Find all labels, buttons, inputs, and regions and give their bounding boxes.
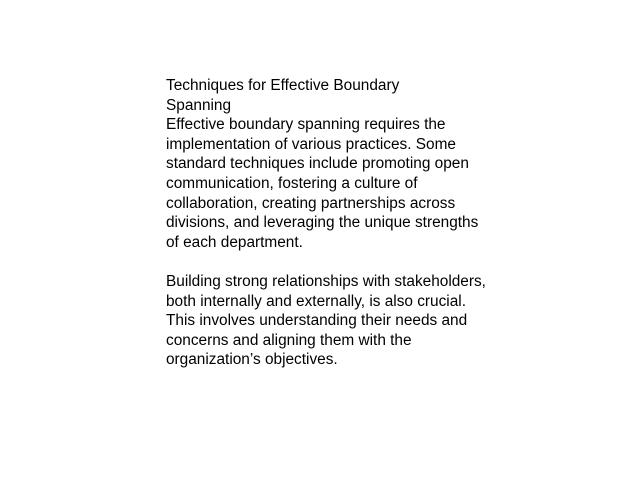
paragraph-2: Building strong relationships with stakeholders, both internally and externally, is also crucial. This involves understanding their needs and concerns and aligning them with the organization’s objectives. [166,272,486,369]
paragraph-1: Effective boundary spanning requires the implementation of various practices. Some standard techniques include promoting open communication, fostering a culture of collaboration, creating partnerships across divisions, and leveraging the unique strengths of each department. [166,116,479,251]
text-block [166,76,486,370]
slide-title: Techniques for Effective Boundary Spanning [166,77,400,114]
paragraph-spacer [166,252,486,272]
